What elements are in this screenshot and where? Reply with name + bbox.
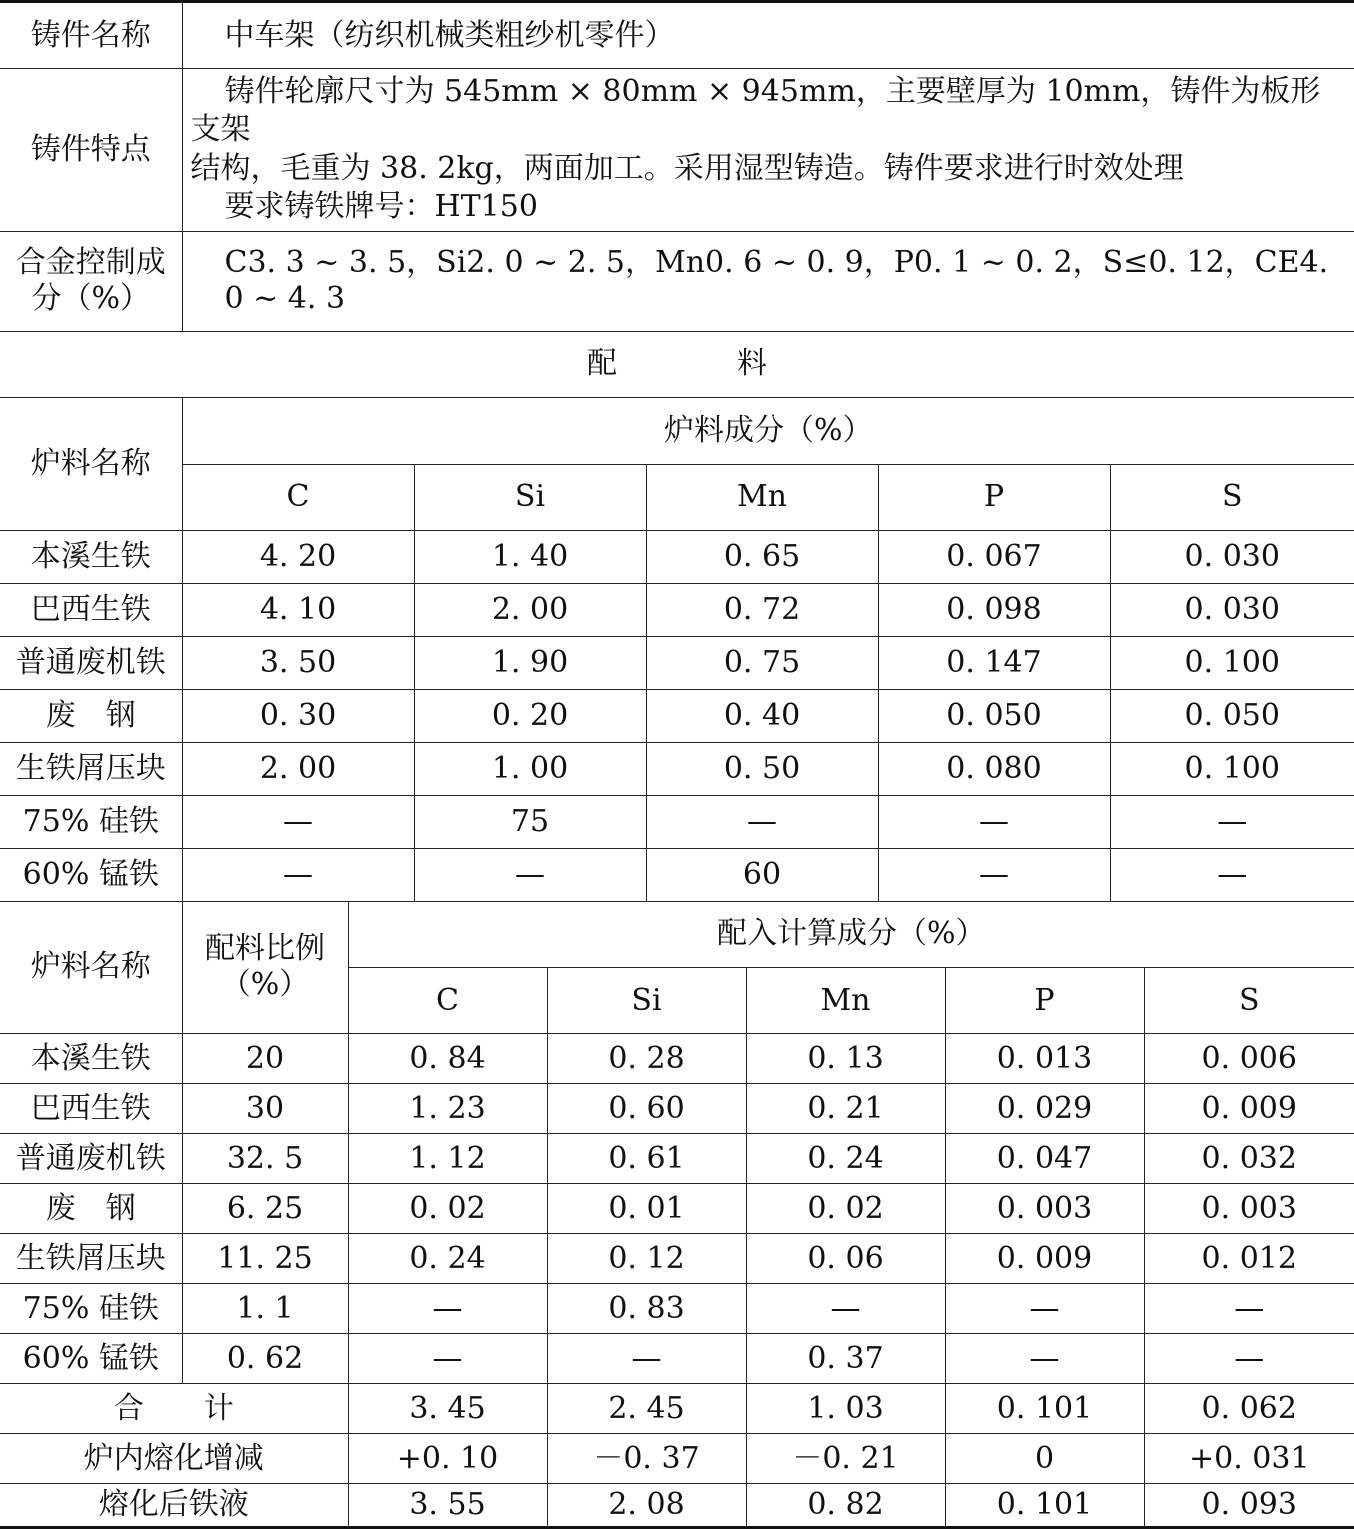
calc-row-ratio: 6. 25 <box>182 1184 348 1234</box>
calc-cell: 0. 60 <box>547 1084 746 1134</box>
melting-change-cell: +0. 10 <box>348 1434 547 1484</box>
calc-col-p: P <box>945 968 1144 1034</box>
table-row <box>0 1134 1354 1184</box>
calc-cell: — <box>1144 1334 1354 1384</box>
table-row <box>0 530 1354 583</box>
calc-cell: — <box>945 1284 1144 1334</box>
total-cell: 0. 101 <box>945 1384 1144 1434</box>
charge-col-si: Si <box>414 464 646 530</box>
charge-cell: 0. 098 <box>878 583 1110 636</box>
calc-cell: 0. 003 <box>1144 1184 1354 1234</box>
calc-cell: 0. 006 <box>1144 1034 1354 1084</box>
charge-cell: 0. 100 <box>1110 636 1354 689</box>
calc-cell: 0. 047 <box>945 1134 1144 1184</box>
charge-cell: 60 <box>646 848 878 901</box>
calc-cell: 0. 009 <box>945 1234 1144 1284</box>
charge-cell: 0. 50 <box>646 742 878 795</box>
alloy-control-label: 合金控制成分（%） <box>0 231 182 331</box>
total-cell: 0. 062 <box>1144 1384 1354 1434</box>
charge-cell: 4. 10 <box>182 583 414 636</box>
charge-element-header-row <box>0 464 1354 530</box>
charge-section-title-table <box>0 332 1354 399</box>
melting-change-cell: －0. 37 <box>547 1434 746 1484</box>
melting-change-cell: +0. 031 <box>1144 1434 1354 1484</box>
charge-cell: 3. 50 <box>182 636 414 689</box>
charge-row-name: 巴西生铁 <box>0 583 182 636</box>
casting-name-row <box>0 2 1354 69</box>
calc-row-name: 本溪生铁 <box>0 1034 182 1084</box>
calc-row-ratio: 32. 5 <box>182 1134 348 1184</box>
calc-cell: 0. 24 <box>348 1234 547 1284</box>
calc-cell: 1. 23 <box>348 1084 547 1134</box>
calc-ratio-header: 配料比例（%） <box>182 902 348 1034</box>
charge-cell: 0. 030 <box>1110 530 1354 583</box>
calc-row-name: 废 钢 <box>0 1184 182 1234</box>
calc-cell: — <box>1144 1284 1354 1334</box>
features-line-2: 结构，毛重为 38. 2kg，两面加工。采用湿型铸造。铸件要求进行时效处理 <box>190 150 1184 186</box>
table-row <box>0 1334 1354 1384</box>
casting-features-row <box>0 69 1354 232</box>
casting-features-value <box>182 69 1354 232</box>
charge-cell: 0. 20 <box>414 689 646 742</box>
calc-row-name: 巴西生铁 <box>0 1084 182 1134</box>
table-row <box>0 742 1354 795</box>
charge-cell: 2. 00 <box>182 742 414 795</box>
charge-cell: — <box>182 848 414 901</box>
molten-iron-label: 熔化后铁液 <box>0 1484 348 1528</box>
charge-row-name: 60% 锰铁 <box>0 848 182 901</box>
calc-name-header: 炉料名称 <box>0 902 182 1034</box>
molten-iron-cell: 3. 55 <box>348 1484 547 1528</box>
calc-cell: 1. 12 <box>348 1134 547 1184</box>
charge-composition-header: 炉料成分（%） <box>182 398 1354 464</box>
charge-cell: — <box>414 848 646 901</box>
calc-col-s: S <box>1144 968 1354 1034</box>
calc-row-name: 75% 硅铁 <box>0 1284 182 1334</box>
molten-iron-cell: 0. 82 <box>746 1484 945 1528</box>
charge-cell: 0. 40 <box>646 689 878 742</box>
calc-row-name: 普通废机铁 <box>0 1134 182 1184</box>
charge-col-p: P <box>878 464 1110 530</box>
casting-name-value: 中车架（纺织机械类粗纱机零件） <box>182 2 1354 69</box>
calc-cell: 0. 24 <box>746 1134 945 1184</box>
table-row <box>0 636 1354 689</box>
charge-cell: 0. 65 <box>646 530 878 583</box>
calc-cell: 0. 06 <box>746 1234 945 1284</box>
total-cell: 1. 03 <box>746 1384 945 1434</box>
table-row <box>0 583 1354 636</box>
charge-cell: 1. 90 <box>414 636 646 689</box>
charge-row-name: 本溪生铁 <box>0 530 182 583</box>
melting-change-cell: 0 <box>945 1434 1144 1484</box>
charge-cell: — <box>878 795 1110 848</box>
calc-cell: — <box>945 1334 1144 1384</box>
calc-row-ratio: 11. 25 <box>182 1234 348 1284</box>
section-title: 配 料 <box>0 332 1354 398</box>
table-row <box>0 848 1354 901</box>
molten-iron-cell: 0. 093 <box>1144 1484 1354 1528</box>
molten-iron-cell: 0. 101 <box>945 1484 1144 1528</box>
table-row <box>0 1284 1354 1334</box>
charge-cell: 0. 30 <box>182 689 414 742</box>
charge-col-c: C <box>182 464 414 530</box>
charge-cell: 0. 75 <box>646 636 878 689</box>
charge-name-header: 炉料名称 <box>0 398 182 530</box>
calc-row-ratio: 0. 62 <box>182 1334 348 1384</box>
charge-row-name: 生铁屑压块 <box>0 742 182 795</box>
charge-cell: 0. 050 <box>878 689 1110 742</box>
table-row <box>0 1184 1354 1234</box>
charge-col-mn: Mn <box>646 464 878 530</box>
charge-cell: 0. 080 <box>878 742 1110 795</box>
calc-row-ratio: 1. 1 <box>182 1284 348 1334</box>
melting-change-label: 炉内熔化增减 <box>0 1434 348 1484</box>
table-row <box>0 795 1354 848</box>
charge-cell: 0. 147 <box>878 636 1110 689</box>
calc-cell: 0. 01 <box>547 1184 746 1234</box>
calc-cell: — <box>348 1334 547 1384</box>
calc-col-c: C <box>348 968 547 1034</box>
charge-cell: 0. 030 <box>1110 583 1354 636</box>
features-line-3: 要求铸铁牌号：HT150 <box>224 189 538 225</box>
alloy-control-value: C3. 3 ~ 3. 5，Si2. 0 ~ 2. 5，Mn0. 6 ~ 0. 9，P0. 1 ~ 0. 2，S≤0. 12，CE4. 0 ~ 4. 3 <box>182 231 1354 331</box>
charge-cell: 2. 00 <box>414 583 646 636</box>
charge-cell: 0. 72 <box>646 583 878 636</box>
calc-cell: — <box>547 1334 746 1384</box>
calc-cell: 0. 003 <box>945 1184 1144 1234</box>
charge-cell: 1. 40 <box>414 530 646 583</box>
charge-cell: — <box>1110 795 1354 848</box>
charge-cell: 75 <box>414 795 646 848</box>
total-label: 合 计 <box>0 1384 348 1434</box>
calc-row-name: 60% 锰铁 <box>0 1334 182 1384</box>
casting-features-label: 铸件特点 <box>0 69 182 232</box>
table-row <box>0 1234 1354 1284</box>
calc-cell: 0. 84 <box>348 1034 547 1084</box>
charge-row-name: 废 钢 <box>0 689 182 742</box>
casting-info-table <box>0 0 1354 332</box>
calc-cell: 0. 21 <box>746 1084 945 1134</box>
molten-iron-row <box>0 1484 1354 1528</box>
charge-cell: 0. 050 <box>1110 689 1354 742</box>
calc-composition-header: 配入计算成分（%） <box>348 902 1354 968</box>
calculated-composition-table <box>0 902 1354 1529</box>
charge-cell: — <box>878 848 1110 901</box>
charge-cell: — <box>1110 848 1354 901</box>
table-row <box>0 1084 1354 1134</box>
calc-cell: 0. 02 <box>348 1184 547 1234</box>
calc-cell: 0. 13 <box>746 1034 945 1084</box>
calc-cell: 0. 37 <box>746 1334 945 1384</box>
calc-cell: — <box>746 1284 945 1334</box>
features-line-1: 铸件轮廓尺寸为 545mm × 80mm × 945mm，主要壁厚为 10mm，铸件为板形支架 <box>190 74 1321 148</box>
total-cell: 3. 45 <box>348 1384 547 1434</box>
charge-composition-table <box>0 398 1354 902</box>
charge-col-s: S <box>1110 464 1354 530</box>
melting-change-row <box>0 1434 1354 1484</box>
charge-row-name: 75% 硅铁 <box>0 795 182 848</box>
calc-cell: 0. 83 <box>547 1284 746 1334</box>
calc-cell: — <box>348 1284 547 1334</box>
alloy-control-row <box>0 231 1354 331</box>
charge-row-name: 普通废机铁 <box>0 636 182 689</box>
charge-cell: — <box>646 795 878 848</box>
table-row <box>0 1034 1354 1084</box>
charge-cell: 0. 100 <box>1110 742 1354 795</box>
calc-cell: 0. 032 <box>1144 1134 1354 1184</box>
calc-cell: 0. 013 <box>945 1034 1144 1084</box>
calc-col-si: Si <box>547 968 746 1034</box>
table-row <box>0 689 1354 742</box>
calc-row-ratio: 20 <box>182 1034 348 1084</box>
calc-cell: 0. 28 <box>547 1034 746 1084</box>
melting-change-cell: －0. 21 <box>746 1434 945 1484</box>
calc-cell: 0. 61 <box>547 1134 746 1184</box>
calc-cell: 0. 012 <box>1144 1234 1354 1284</box>
calc-cell: 0. 029 <box>945 1084 1144 1134</box>
total-cell: 2. 45 <box>547 1384 746 1434</box>
calc-cell: 0. 02 <box>746 1184 945 1234</box>
charge-cell: 0. 067 <box>878 530 1110 583</box>
calc-cell: 0. 12 <box>547 1234 746 1284</box>
charge-cell: — <box>182 795 414 848</box>
charge-cell: 1. 00 <box>414 742 646 795</box>
calc-row-name: 生铁屑压块 <box>0 1234 182 1284</box>
casting-name-label: 铸件名称 <box>0 2 182 69</box>
molten-iron-cell: 2. 08 <box>547 1484 746 1528</box>
calc-cell: 0. 009 <box>1144 1084 1354 1134</box>
total-row <box>0 1384 1354 1434</box>
charge-cell: 4. 20 <box>182 530 414 583</box>
calc-row-ratio: 30 <box>182 1084 348 1134</box>
calc-col-mn: Mn <box>746 968 945 1034</box>
